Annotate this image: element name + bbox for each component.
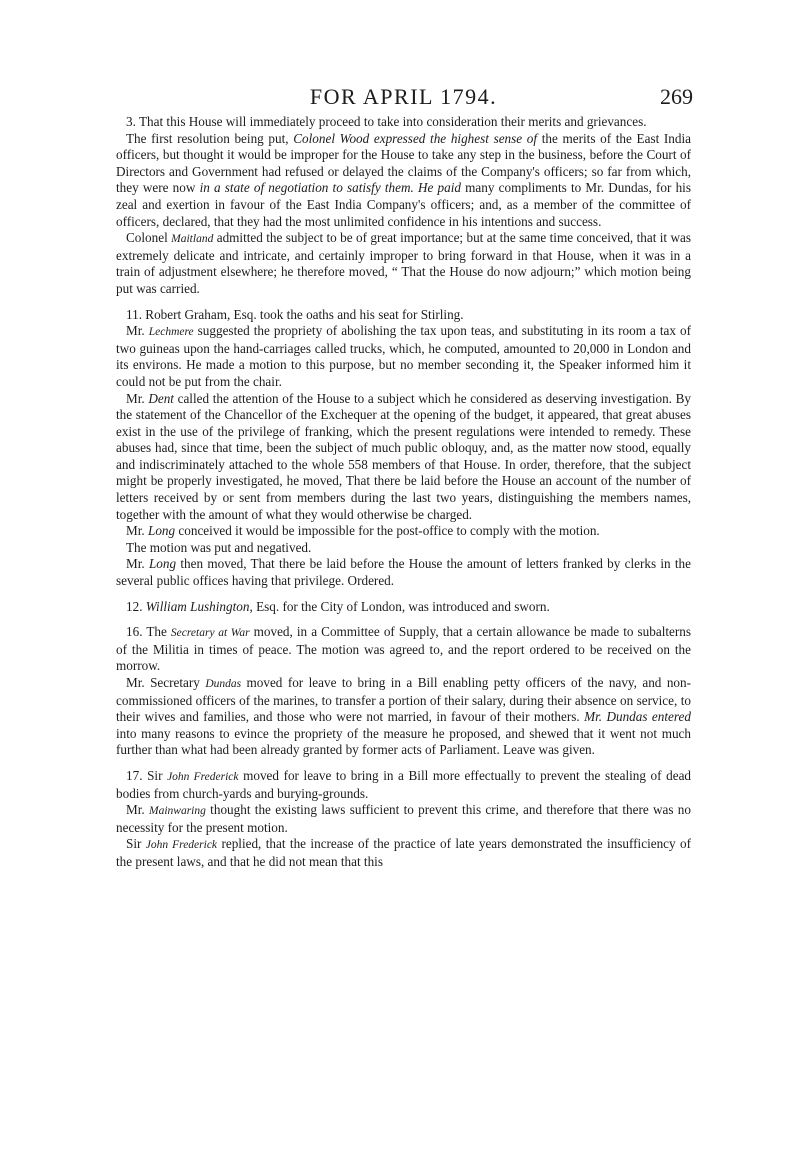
emphasis-text: John Frederick — [167, 770, 239, 783]
paragraph-resolution-3: 3. That this House will immediately proceed to take into consideration their merits and grievances. — [126, 114, 647, 129]
paragraph-text: 16. The — [126, 624, 171, 640]
paragraph-text: Mr. — [126, 323, 149, 339]
paragraph-text: Mr. — [126, 390, 149, 406]
paragraph-text: Sir — [126, 836, 146, 852]
paragraph-text: moved for leave to bring in a Bill more effectually to prevent the stealing of dead bodies from church-yards and burying-grounds. — [116, 767, 692, 801]
paragraph-frederick-1 — [116, 768, 691, 802]
emphasis-text: Long — [147, 523, 176, 539]
article-body — [116, 114, 691, 871]
paragraph-dent — [116, 391, 691, 524]
paragraph-text: replied, that the increase of the practice of late years demonstrated the insufficiency of the present laws, and that he did not mean that this — [116, 836, 692, 869]
paragraph-text: Mr. Secretary — [126, 675, 206, 690]
paragraph-text: into many reasons to evince the propriety of the measure he proposed, and shewed that it went not much further than what had been already granted by former acts of Parliament. Leave was given. — [116, 725, 691, 758]
paragraph-text: many compliments to Mr. Dundas, for his zeal and exertion in favour of the East India Company's officers; and, as a member of the committee of officers, declared, that they had the most unlimited confidence in his intentions and success. — [116, 180, 691, 229]
paragraph-text: then moved, That there be laid before the House the amount of letters franked by clerks in the several public offices having that privilege. Ordered. — [116, 556, 692, 589]
emphasis-text: Colonel Wood expressed the highest sense of — [293, 130, 538, 146]
emphasis-text: Mainwaring — [149, 805, 206, 818]
paragraph-text: Colonel — [126, 230, 172, 246]
paragraph-text: The first resolution being put, — [126, 130, 294, 146]
emphasis-text: Lechmere — [148, 326, 194, 339]
paragraph-negatived: The motion was put and negatived. — [126, 539, 312, 555]
paragraph-lushington — [116, 599, 691, 616]
paragraph-secretary-at-war — [116, 624, 691, 675]
paragraph-wood — [116, 131, 691, 231]
paragraph-text: suggested the propriety of abolishing the tax upon teas, and substituting in its room a tax of two guineas upon the hand-carriages called trucks, which, he computed, amounted to 20,000 in London and its environs. He made a motion to this purpose, but no member seconding it, the Speaker informed him it could not be put from the chair. — [116, 323, 691, 389]
paragraph-dundas — [116, 675, 691, 759]
paragraph-text: Mr. — [126, 523, 148, 539]
paragraph-text: Mr. — [126, 802, 149, 818]
emphasis-text: in a state of negotiation to satisfy them. He paid — [199, 180, 461, 196]
emphasis-text: Mr. Dundas entered — [584, 709, 691, 725]
paragraph-text: 17. Sir — [126, 767, 168, 783]
page-number: 269 — [660, 84, 693, 109]
emphasis-text: John Frederick — [145, 839, 218, 852]
paragraph-text: admitted the subject to be of great importance; but at the same time conceived, that it was extremely delicate and intricate, and certainly improper to bring forward in that House, when it was in a train of adjustment elsewhere; he therefore moved, “ That the House do now adjourn;” which motion being put was carried. — [116, 230, 691, 296]
paragraph-text: moved, in a Committee of Supply, that a certain allowance be made to subalterns of the Militia in times of peace. The motion was agreed to, and the report ordered to be received on the morrow. — [116, 624, 691, 674]
emphasis-text: William Lushington — [145, 598, 250, 614]
running-title: FOR APRIL 1794. — [309, 84, 498, 109]
paragraph-text: thought the existing laws sufficient to prevent this crime, and therefore that there was no necessity for the present motion. — [116, 802, 691, 835]
paragraph-long-1 — [116, 523, 691, 540]
paragraph-text: moved for leave to bring in a Bill enabling petty officers of the navy, and non-commissioned officers of the marines, to transfer a portion of their salary, during their absence on service, to their wives and families, and those who were not married, in favour of their mothers. — [116, 675, 691, 725]
paragraph-text: Mr. — [126, 556, 149, 572]
paragraph-mainwaring — [116, 802, 691, 836]
paragraph-text: called the attention of the House to a subject which he considered as deserving investigation. By the statement of the Chancellor of the Exchequer at the opening of the budget, it appeared, that great abuses exist in the use of the privilege of franking, which the present regulations were intended to remedy. These abuses had, since that time, been the subject of much public obloquy, and, as the matter now stood, equally and indiscriminately attached to the whole 558 members of that House. In order, therefore, that the subject might be properly investigated, he moved, That there be laid before the House an account of the number of letters received by or sent from members during the last two years, distinguishing the members names, together with the amount of what they would otherwise be charged. — [116, 390, 692, 522]
paragraph-lechmere — [116, 323, 691, 390]
paragraph-graham: 11. Robert Graham, Esq. took the oaths and his seat for Stirling. — [126, 306, 464, 322]
emphasis-text: Dundas — [205, 678, 242, 690]
emphasis-text: Long — [148, 556, 177, 572]
paragraph-maitland — [116, 230, 691, 297]
emphasis-text: Maitland — [171, 233, 214, 246]
paragraph-text: conceived it would be impossible for the post-office to comply with the motion. — [175, 523, 600, 539]
emphasis-text: Dent — [148, 390, 174, 406]
page-header — [116, 70, 693, 109]
paragraph-text: , Esq. for the City of London, was introduced and sworn. — [249, 598, 550, 614]
paragraph-long-2 — [116, 556, 691, 589]
paragraph-text: the merits of the East India officers, but thought it would be improper for the House to take any step in the business, before the Court of Directors and Government had refused or delayed the claims of the Company's officers; so far from which, they were now — [116, 130, 691, 196]
paragraph-text: 12. — [126, 598, 146, 614]
emphasis-text: Secretary at War — [170, 627, 250, 640]
paragraph-frederick-2 — [116, 836, 691, 870]
